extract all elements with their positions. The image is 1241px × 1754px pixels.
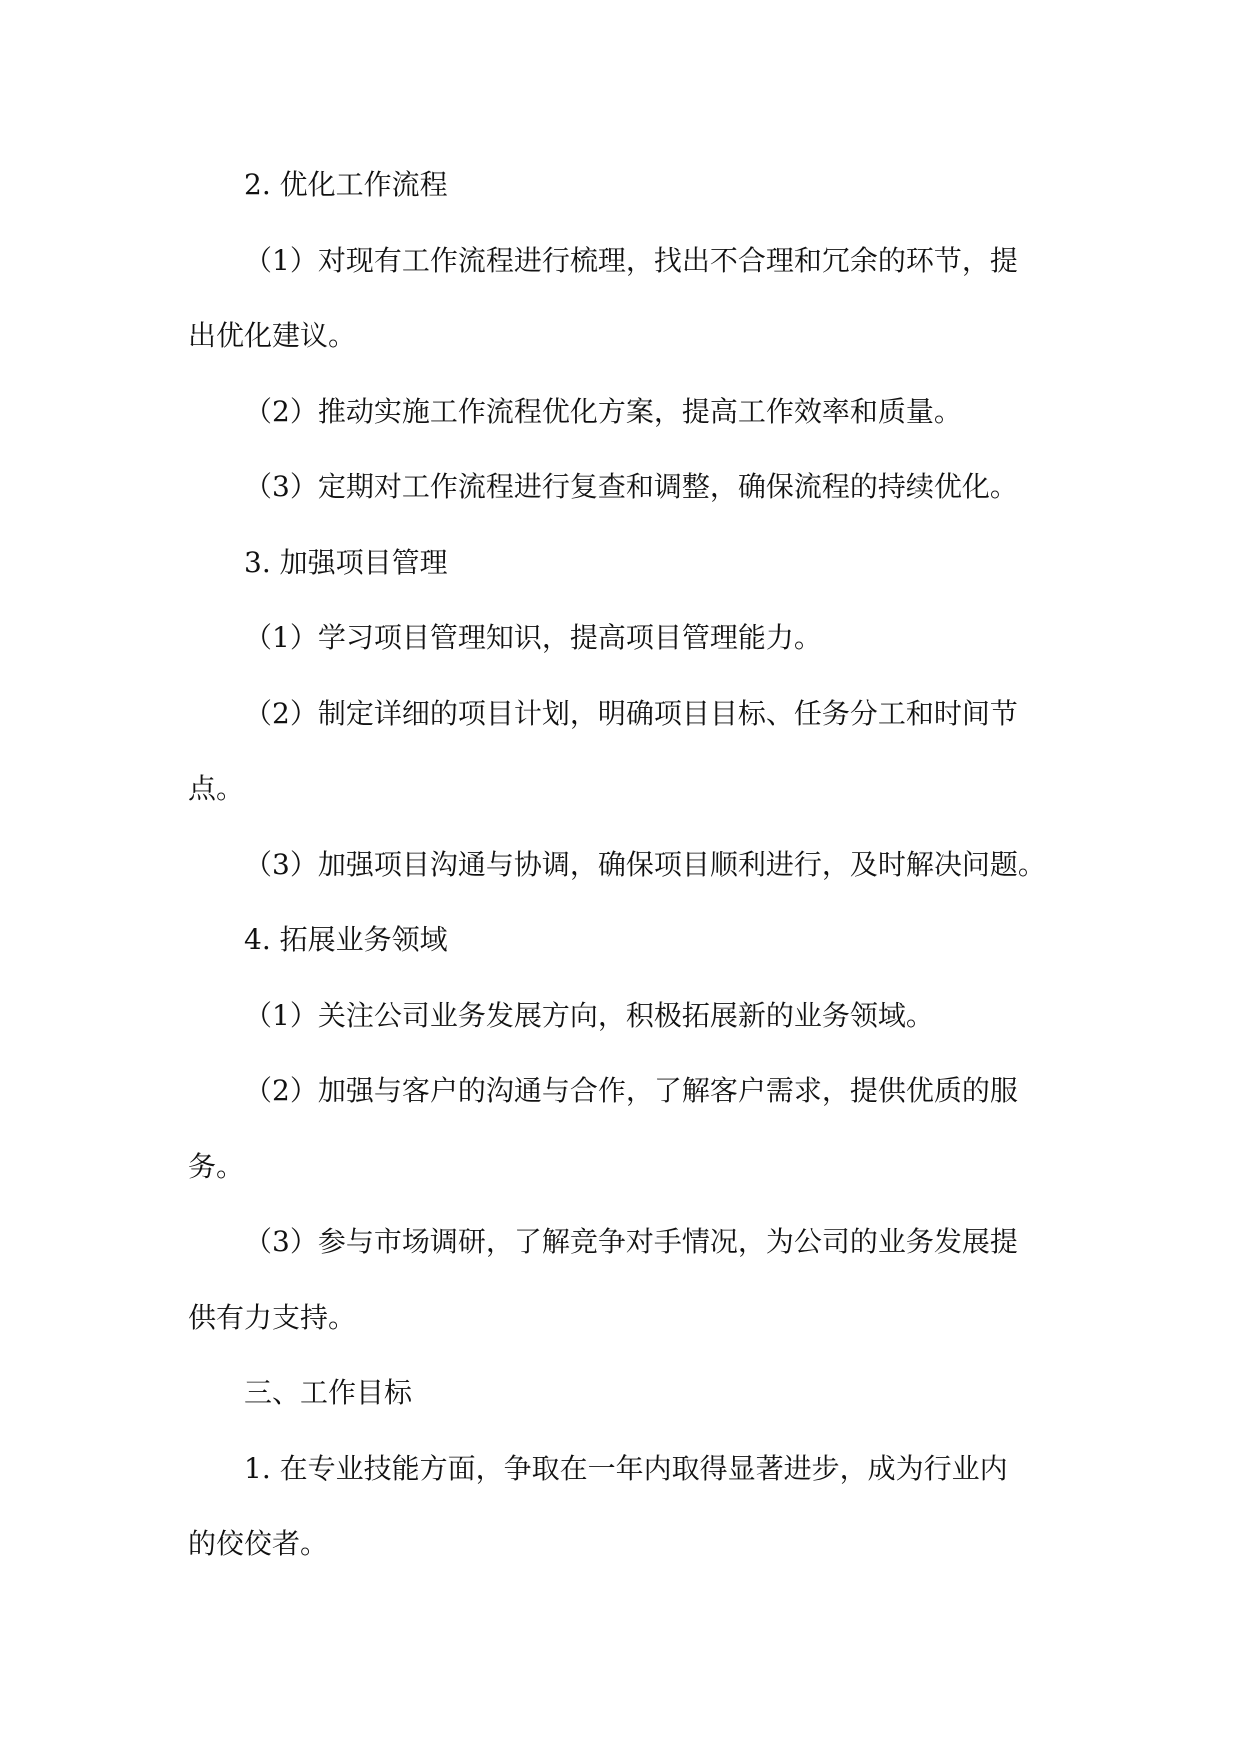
paragraph-line: （1）对现有工作流程进行梳理，找出不合理和冗余的环节，提 bbox=[244, 243, 1018, 277]
paragraph-line: （2）加强与客户的沟通与合作，了解客户需求，提供优质的服 bbox=[244, 1074, 1018, 1107]
section-heading-project-management: 3. 加强项目管理 bbox=[244, 545, 448, 579]
document-body bbox=[188, 147, 1058, 1582]
paragraph-line: （1）关注公司业务发展方向，积极拓展新的业务领域。 bbox=[244, 998, 934, 1032]
paragraph-line: 点。 bbox=[188, 772, 245, 805]
paragraph-line: 的佼佼者。 bbox=[188, 1527, 329, 1560]
section-heading-expand-business: 4. 拓展业务领域 bbox=[244, 923, 448, 956]
paragraph-line: （3）参与市场调研，了解竞争对手情况，为公司的业务发展提 bbox=[244, 1225, 1018, 1258]
paragraph-line: （3）定期对工作流程进行复查和调整，确保流程的持续优化。 bbox=[244, 470, 1018, 503]
paragraph-line: 出优化建议。 bbox=[188, 319, 357, 352]
paragraph-line: （3）加强项目沟通与协调，确保项目顺利进行，及时解决问题。 bbox=[244, 847, 1046, 881]
section-heading-work-goals: 三、工作目标 bbox=[244, 1376, 413, 1409]
paragraph-line: （1）学习项目管理知识，提高项目管理能力。 bbox=[244, 621, 822, 654]
paragraph-line: 1. 在专业技能方面，争取在一年内取得显著进步，成为行业内 bbox=[244, 1451, 1008, 1485]
paragraph-line: 务。 bbox=[188, 1149, 245, 1183]
paragraph-line: 供有力支持。 bbox=[188, 1300, 357, 1334]
paragraph-line: （2）推动实施工作流程优化方案，提高工作效率和质量。 bbox=[244, 394, 962, 428]
paragraph-line: （2）制定详细的项目计划，明确项目目标、任务分工和时间节 bbox=[244, 696, 1018, 730]
section-heading-optimize-workflow: 2. 优化工作流程 bbox=[244, 168, 448, 201]
